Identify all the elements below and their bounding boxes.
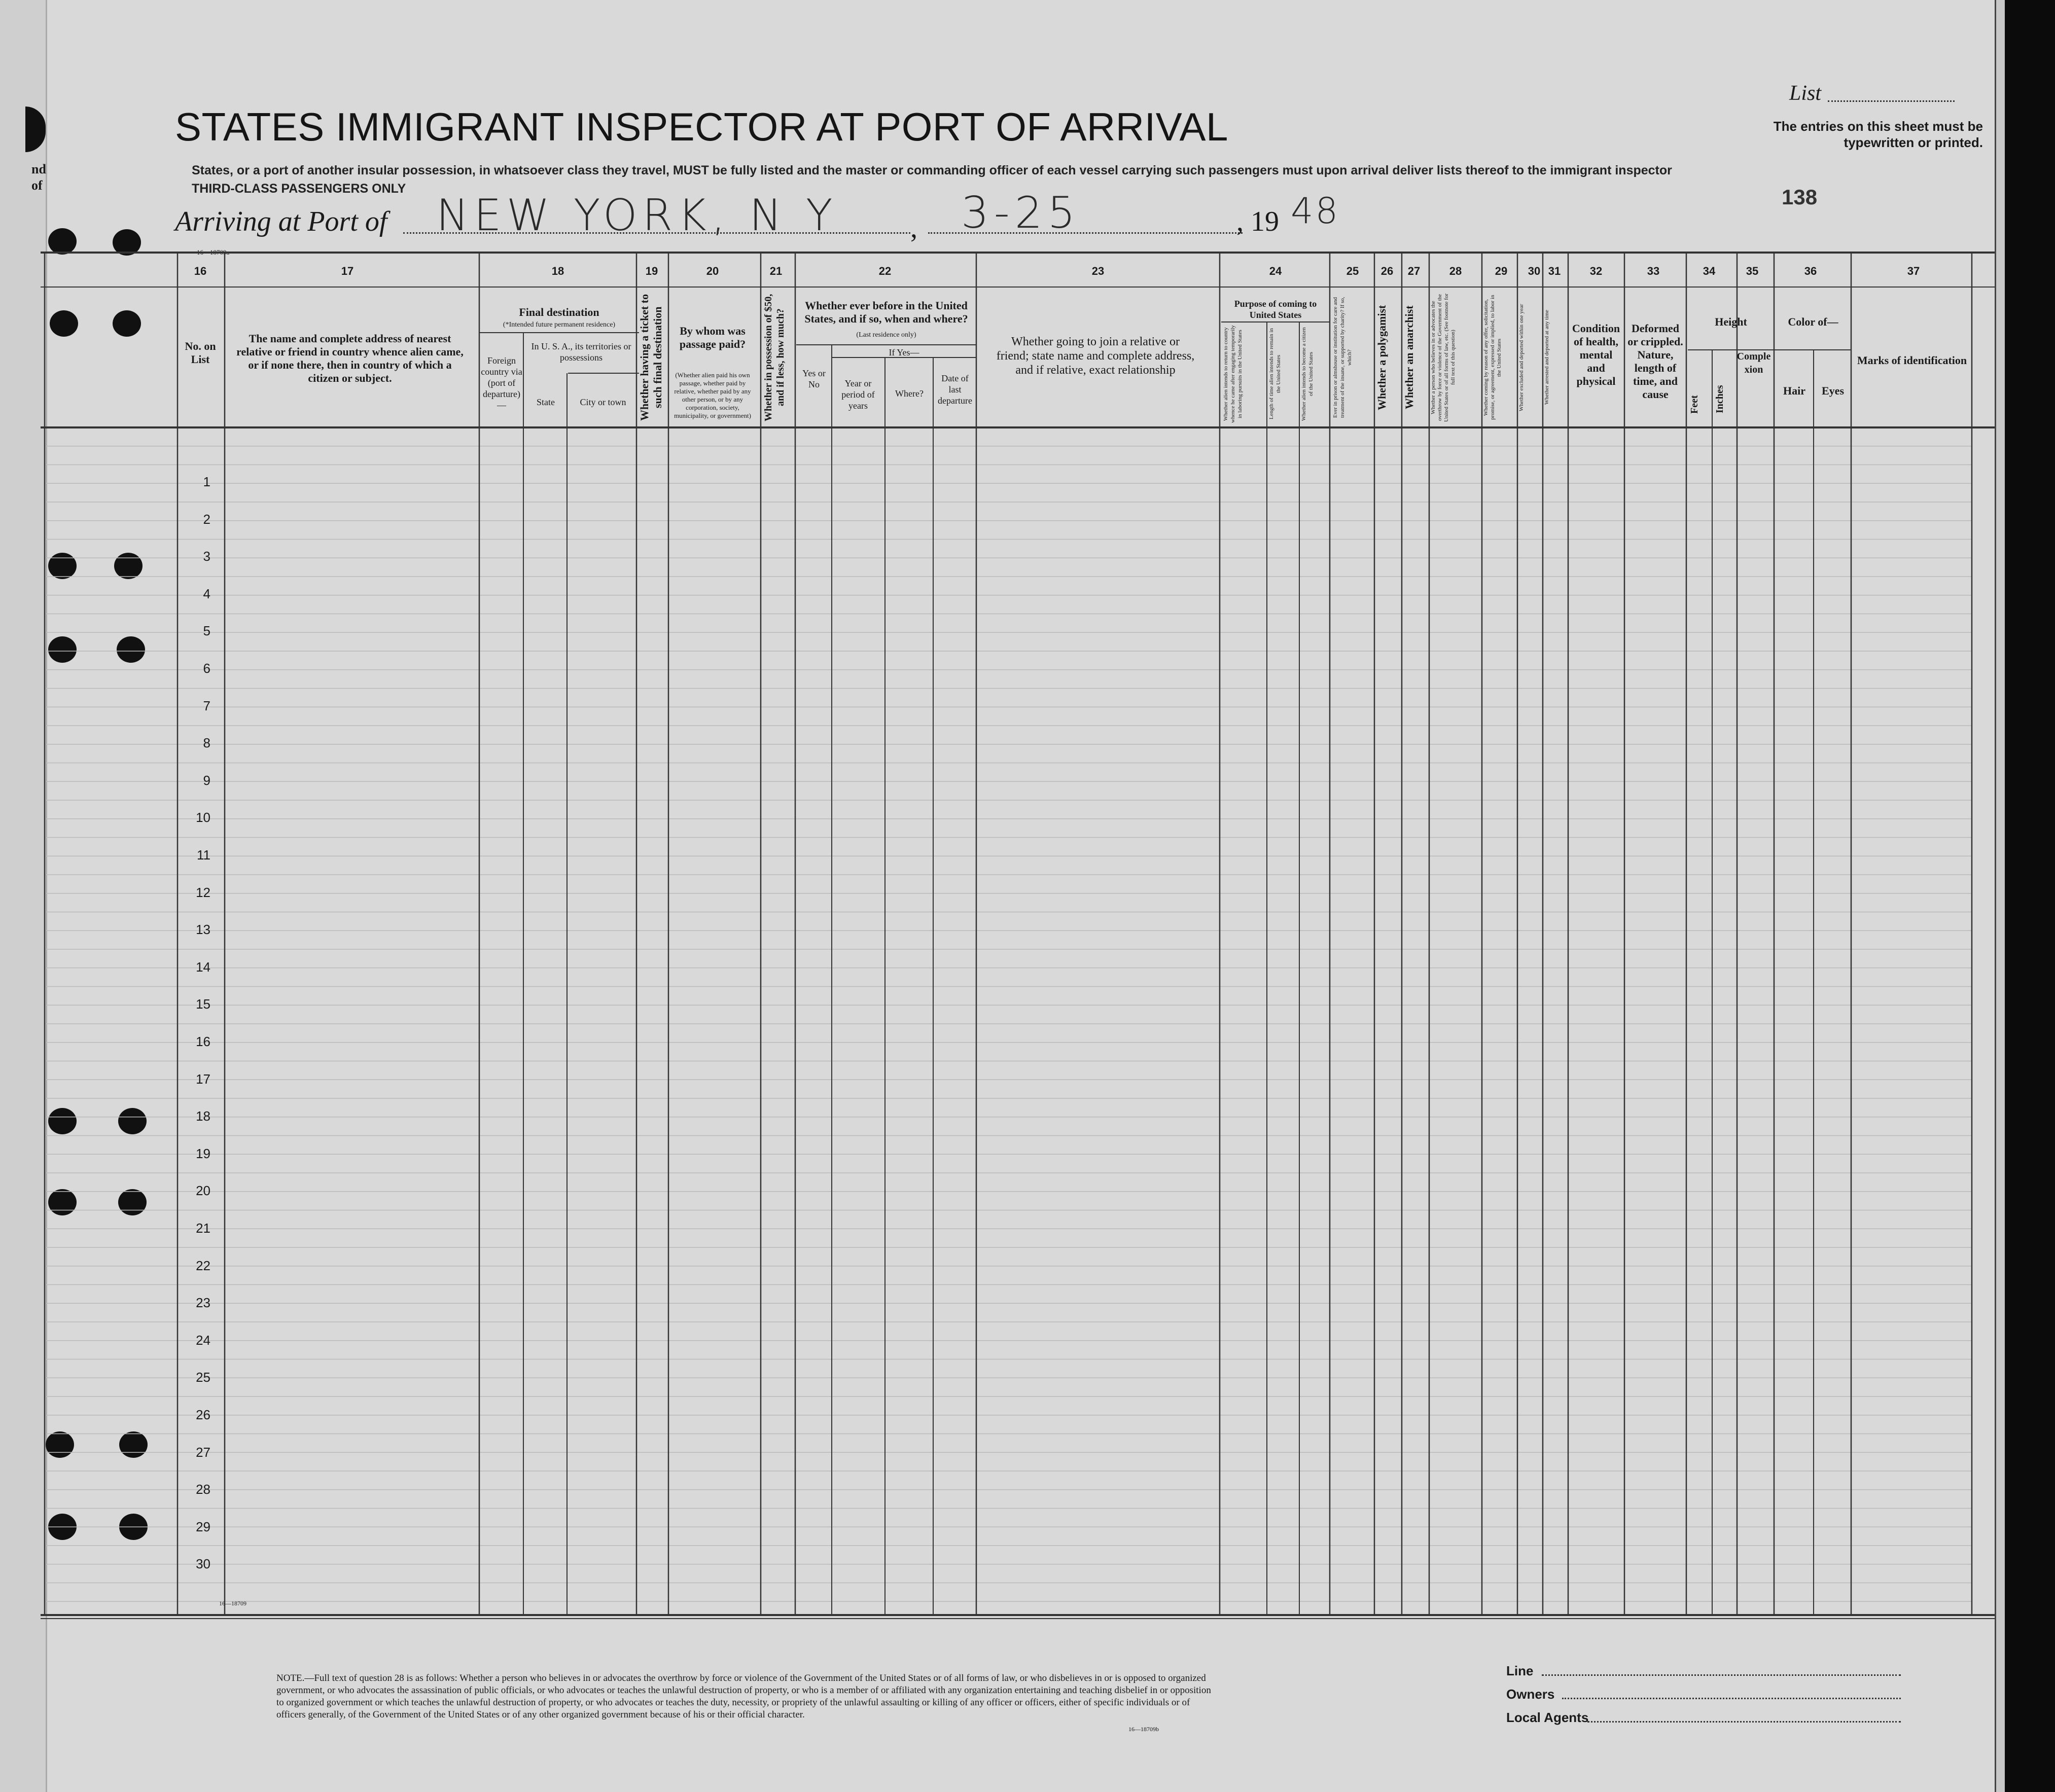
col22-title: Whether ever before in the United States, and if so, when and where?: [804, 299, 968, 325]
col24-c: Whether alien intends to become a citizen of the United States: [1301, 327, 1314, 421]
colnum-31: 31: [1548, 265, 1561, 277]
col21-header: Whether in possession of $50, and if less, how much?: [763, 294, 786, 421]
row-number: 29: [196, 1519, 210, 1534]
row-number: 23: [196, 1295, 210, 1311]
col18-note: (*Intended future permanent residence): [503, 321, 616, 329]
col20-note: (Whether alien paid his own passage, whether paid by relative, whether paid by any other person, or by any corporation, society, municipality, or government): [674, 371, 751, 419]
row-number: 4: [203, 586, 210, 601]
colnum-23: 23: [1091, 265, 1105, 277]
col18-usa: In U. S. A., its territories or possessions: [531, 341, 631, 363]
col18-foreign: Foreign country via (port of departure)—: [481, 355, 522, 410]
row-number: 27: [196, 1444, 210, 1460]
row-number: 14: [196, 959, 210, 975]
row-number: 9: [203, 772, 210, 788]
owners-field: [1562, 1698, 1901, 1699]
col22-year: Year or period of years: [841, 378, 875, 411]
colnum-17: 17: [341, 265, 354, 277]
row-number: 7: [203, 698, 210, 713]
colnum-18: 18: [551, 265, 564, 277]
colnum-27: 27: [1407, 265, 1421, 277]
col19-header: Whether having a ticket to such final destination: [638, 294, 664, 421]
row-number: 3: [203, 549, 210, 564]
colnum-32: 32: [1589, 265, 1603, 277]
col17-header: The name and complete address of nearest relative or friend in country whence alien came, or if none there, then in country of which a citizen or subject.: [236, 332, 464, 384]
row-number: 10: [196, 810, 210, 826]
row-number: 17: [196, 1071, 210, 1087]
year-prefix: , 19: [1236, 206, 1279, 237]
col20-title: By whom was passage paid?: [679, 325, 746, 350]
col18-city: City or town: [580, 397, 626, 407]
col22-yesno: Yes or No: [802, 368, 826, 389]
subtitle-line2: THIRD-CLASS PASSENGERS ONLY: [192, 182, 406, 196]
row-number: 2: [203, 511, 210, 527]
col26-header: Whether a polygamist: [1375, 305, 1388, 410]
arriving-label: Arriving at Port of: [175, 206, 387, 237]
page-title: STATES IMMIGRANT INSPECTOR AT PORT OF ARRIVAL: [175, 104, 1228, 149]
col35-header: Complexion: [1737, 351, 1771, 375]
right-edge-border: [1995, 0, 2005, 1792]
colnum-24: 24: [1269, 265, 1282, 277]
colnum-34: 34: [1703, 265, 1716, 277]
colnum-25: 25: [1346, 265, 1359, 277]
row-number: 19: [196, 1145, 210, 1161]
col30-header: Whether excluded and deported within one year: [1518, 304, 1525, 411]
col36-title: Color of—: [1788, 315, 1838, 328]
col28-header: Whether a person who believes in or advocates the overthrow by force or violence of the Government of the United States or of all forms of law, etc. (See footnote for full text of this question): [1430, 293, 1456, 422]
col23-header: Whether going to join a relative or friend; state name and complete address, and if relative, exact relationship: [996, 335, 1195, 377]
form-code-bottom: 16—18709: [219, 1600, 246, 1607]
list-label: List: [1789, 82, 1822, 105]
col31-header: Whether arrested and deported at any time: [1544, 310, 1550, 405]
form-code-top: 16—18709a: [197, 248, 230, 256]
row-number: 6: [203, 661, 210, 676]
col22-date: Date of last departure: [938, 373, 972, 406]
typewritten-instructions: The entries on this sheet must be typewritten or printed.: [1773, 119, 1983, 150]
row-number: 18: [196, 1108, 210, 1124]
line-field: [1542, 1674, 1901, 1676]
colnum-26: 26: [1380, 265, 1394, 277]
col34-inches: Inches: [1714, 385, 1725, 414]
left-edge-fragment: nd of: [31, 162, 46, 193]
row-number: 15: [196, 996, 210, 1012]
col34-feet: Feet: [1689, 395, 1700, 414]
col22-ifyes: If Yes—: [889, 347, 919, 357]
line-label: Line: [1506, 1663, 1534, 1678]
colnum-19: 19: [645, 265, 658, 277]
col36-hair: Hair: [1783, 384, 1805, 397]
col29-header: Whether coming by reason of any offer, solicitation, promise, or agreement, expressed or implied, to labor in the United States: [1483, 295, 1502, 420]
col36-eyes: Eyes: [1822, 384, 1844, 397]
col37-header: Marks of identification: [1857, 354, 1967, 367]
comma-separator: ,: [910, 212, 917, 244]
colnum-33: 33: [1647, 265, 1660, 277]
form-code-footer: 16—18709b: [1128, 1726, 1159, 1733]
col22-note: (Last residence only): [856, 331, 916, 339]
row-number: 20: [196, 1183, 210, 1199]
owners-label: Owners: [1506, 1687, 1555, 1702]
colnum-29: 29: [1495, 265, 1508, 277]
port-handwritten: NEW YORK, N Y: [436, 190, 838, 241]
colnum-35: 35: [1746, 265, 1759, 277]
col18-state: State: [537, 397, 555, 407]
year-handwritten: 48: [1291, 190, 1340, 232]
row-number: 8: [203, 735, 210, 751]
col16-header: No. on List: [185, 340, 216, 366]
row-number: 21: [196, 1221, 210, 1236]
col24-a: Whether alien intends to return to country whence he came after engaging temporarily in laboring pursuits in the United States: [1223, 325, 1243, 423]
col34-title: Height: [1715, 315, 1747, 328]
colnum-30: 30: [1528, 265, 1541, 277]
row-number: 12: [196, 884, 210, 900]
col27-header: Whether an anarchist: [1403, 305, 1415, 410]
subtitle-line1: States, or a port of another insular possession, in whatsoever class they travel, MUST be fully listed and the master or commanding officer of each vessel carrying such passengers must upon arrival deliver lists thereof to the immigrant inspector: [192, 163, 1672, 177]
date-handwritten: 3-25: [961, 188, 1081, 238]
colnum-21: 21: [769, 265, 783, 277]
col33-header: Deformed or crippled. Nature, length of time, and cause: [1627, 322, 1683, 401]
col25-header: Ever in prison or almshouse or institution for care and treatment of the insane, or supported by charity? If so, which?: [1332, 297, 1353, 418]
row-number: 22: [196, 1258, 210, 1273]
page-number: 138: [1782, 185, 1818, 209]
row-number: 26: [196, 1407, 210, 1422]
colnum-37: 37: [1907, 265, 1920, 277]
colnum-28: 28: [1449, 265, 1462, 277]
row-number: 24: [196, 1332, 210, 1348]
row-number: 30: [196, 1556, 210, 1572]
colnum-16: 16: [194, 265, 207, 277]
agents-label: Local Agents: [1506, 1710, 1589, 1725]
row-number: 25: [196, 1370, 210, 1385]
col24-title: Purpose of coming to United States: [1234, 299, 1317, 320]
row-number: 5: [203, 623, 210, 639]
row-number: 13: [196, 922, 210, 938]
colnum-22: 22: [878, 265, 892, 277]
col32-header: Condition of health, mental and physical: [1572, 322, 1620, 387]
footnote-q28: NOTE.—Full text of question 28 is as follows: Whether a person who believes in or advocates the overthrow by force or violence of the Government of the United States or of all forms of law, or who disbelieves in or is opposed to organized government, or who advocates the assassination of public officials, or who advocates or teaches the unlawful destruction of property, or who is a member of or affiliated with any organization entertaining and teaching disbelief in or opposition to organized government or which teaches the unlawful destruction of property, or who advocates or teaches the duty, necessity, or propriety of the unlawful assaulting or killing of any officer or officers, either of specific individuals or of officers generally, of the Government of the United States or of any other organized government because of his or their official character.: [276, 1673, 1211, 1720]
colnum-36: 36: [1804, 265, 1817, 277]
colnum-20: 20: [706, 265, 719, 277]
row-number: 1: [203, 474, 210, 489]
row-number: 16: [196, 1034, 210, 1049]
row-number: 28: [196, 1482, 210, 1497]
col24-b: Length of time alien intends to remain in the United States: [1268, 328, 1282, 420]
agents-field: [1587, 1721, 1901, 1723]
col18-title: Final destination: [519, 306, 599, 318]
col22-where: Where?: [895, 388, 924, 399]
row-number: 11: [197, 847, 210, 863]
